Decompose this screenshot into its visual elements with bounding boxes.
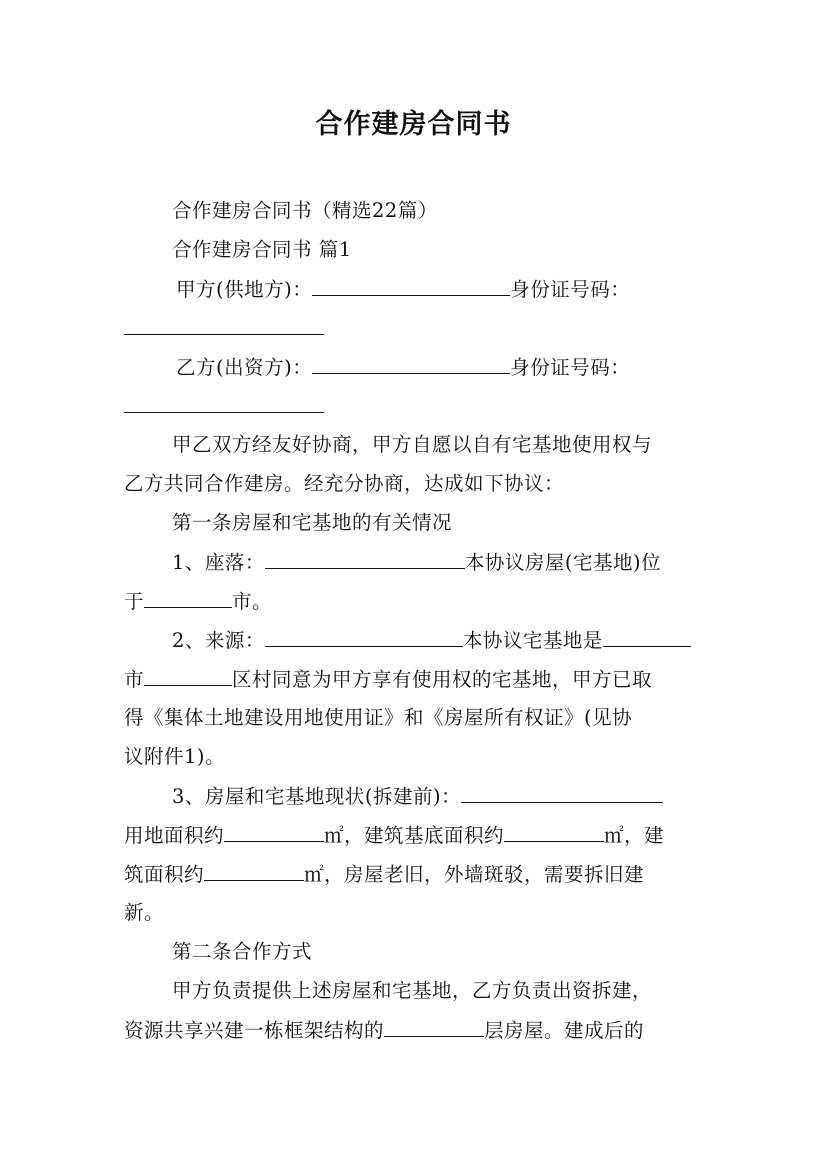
party-a-label: 甲方(供地方)：	[176, 278, 313, 301]
party-b-id-blank[interactable]	[124, 393, 324, 413]
intro-line-1: 甲乙双方经友好协商，甲方自愿以自有宅基地使用权与	[172, 433, 653, 456]
item-3-line-2-end: ㎡，建	[604, 824, 665, 847]
party-a-id-line	[124, 315, 704, 342]
party-a-id-blank[interactable]	[124, 315, 324, 335]
floors-blank[interactable]	[384, 1017, 484, 1037]
item-2-suffix: 本协议宅基地是	[462, 629, 603, 652]
party-a-line	[176, 276, 756, 303]
item-1-line-2-prefix: 于	[124, 590, 145, 613]
status-blank[interactable]	[461, 783, 663, 803]
item-2-line-2	[124, 666, 704, 693]
base-area-label: ㎡，建筑基底面积约	[324, 824, 505, 847]
intro-line-2: 乙方共同合作建房。经充分协商，达成如下协议：	[124, 472, 565, 495]
item-1-line-2-suffix: 市。	[232, 590, 273, 613]
party-b-id-line	[124, 393, 704, 420]
source-blank[interactable]	[265, 627, 463, 647]
item-1-line-1	[172, 549, 752, 576]
item-2-prefix: 2、来源：	[172, 629, 265, 652]
floor-area-label: 筑面积约	[124, 863, 205, 886]
item-3-line-3-end: ㎡，房屋老旧，外墙斑驳，需要拆旧建	[304, 863, 645, 886]
item-2-line-2-suffix: 区村同意为甲方享有使用权的宅基地，甲方已取	[232, 668, 653, 691]
item-2-line-1	[172, 627, 752, 654]
article-2-line-1: 甲方负责提供上述房屋和宅基地，乙方负责出资拆建，	[172, 979, 653, 1002]
item-1-prefix: 1、座落：	[172, 551, 265, 574]
document-subtitle: 合作建房合同书（精选22篇）	[172, 199, 438, 222]
land-area-blank[interactable]	[224, 822, 324, 842]
base-area-blank[interactable]	[504, 822, 604, 842]
party-b-line	[176, 354, 756, 381]
article-2-line-2-a: 资源共享兴建一栋框架结构的	[124, 1019, 385, 1042]
item-3-line-1	[172, 783, 752, 810]
item-3-line-2	[124, 822, 704, 849]
article-2-line-2-b: 层房屋。建成后的	[484, 1019, 645, 1042]
source-city-blank[interactable]	[603, 627, 691, 647]
floor-area-blank[interactable]	[204, 861, 304, 881]
document-title: 合作建房合同书	[315, 109, 512, 140]
article-2-heading: 第二条合作方式	[172, 940, 313, 963]
item-1-suffix: 本协议房屋(宅基地)位	[464, 551, 662, 574]
section-heading: 合作建房合同书 篇1	[172, 238, 352, 261]
item-3-prefix: 3、房屋和宅基地现状(拆建前)：	[172, 785, 462, 808]
item-2-line-3: 得《集体土地建设用地使用证》和《房屋所有权证》(见协	[124, 706, 633, 729]
party-b-id-label: 身份证号码：	[510, 356, 631, 379]
article-2-line-2	[124, 1017, 704, 1044]
district-blank[interactable]	[144, 666, 232, 686]
city-blank[interactable]	[144, 588, 232, 608]
item-2-line-4: 议附件1)。	[124, 745, 226, 768]
location-blank[interactable]	[265, 549, 465, 569]
land-area-label: 用地面积约	[124, 824, 225, 847]
party-b-name-blank[interactable]	[312, 354, 510, 374]
party-a-id-label: 身份证号码：	[510, 278, 631, 301]
article-1-heading: 第一条房屋和宅基地的有关情况	[172, 511, 453, 534]
item-2-line-2-prefix: 市	[124, 668, 145, 691]
party-a-name-blank[interactable]	[312, 276, 510, 296]
item-3-line-4: 新。	[124, 901, 165, 924]
party-b-label: 乙方(出资方)：	[176, 356, 313, 379]
item-3-line-3	[124, 861, 704, 888]
item-1-line-2	[124, 588, 704, 615]
